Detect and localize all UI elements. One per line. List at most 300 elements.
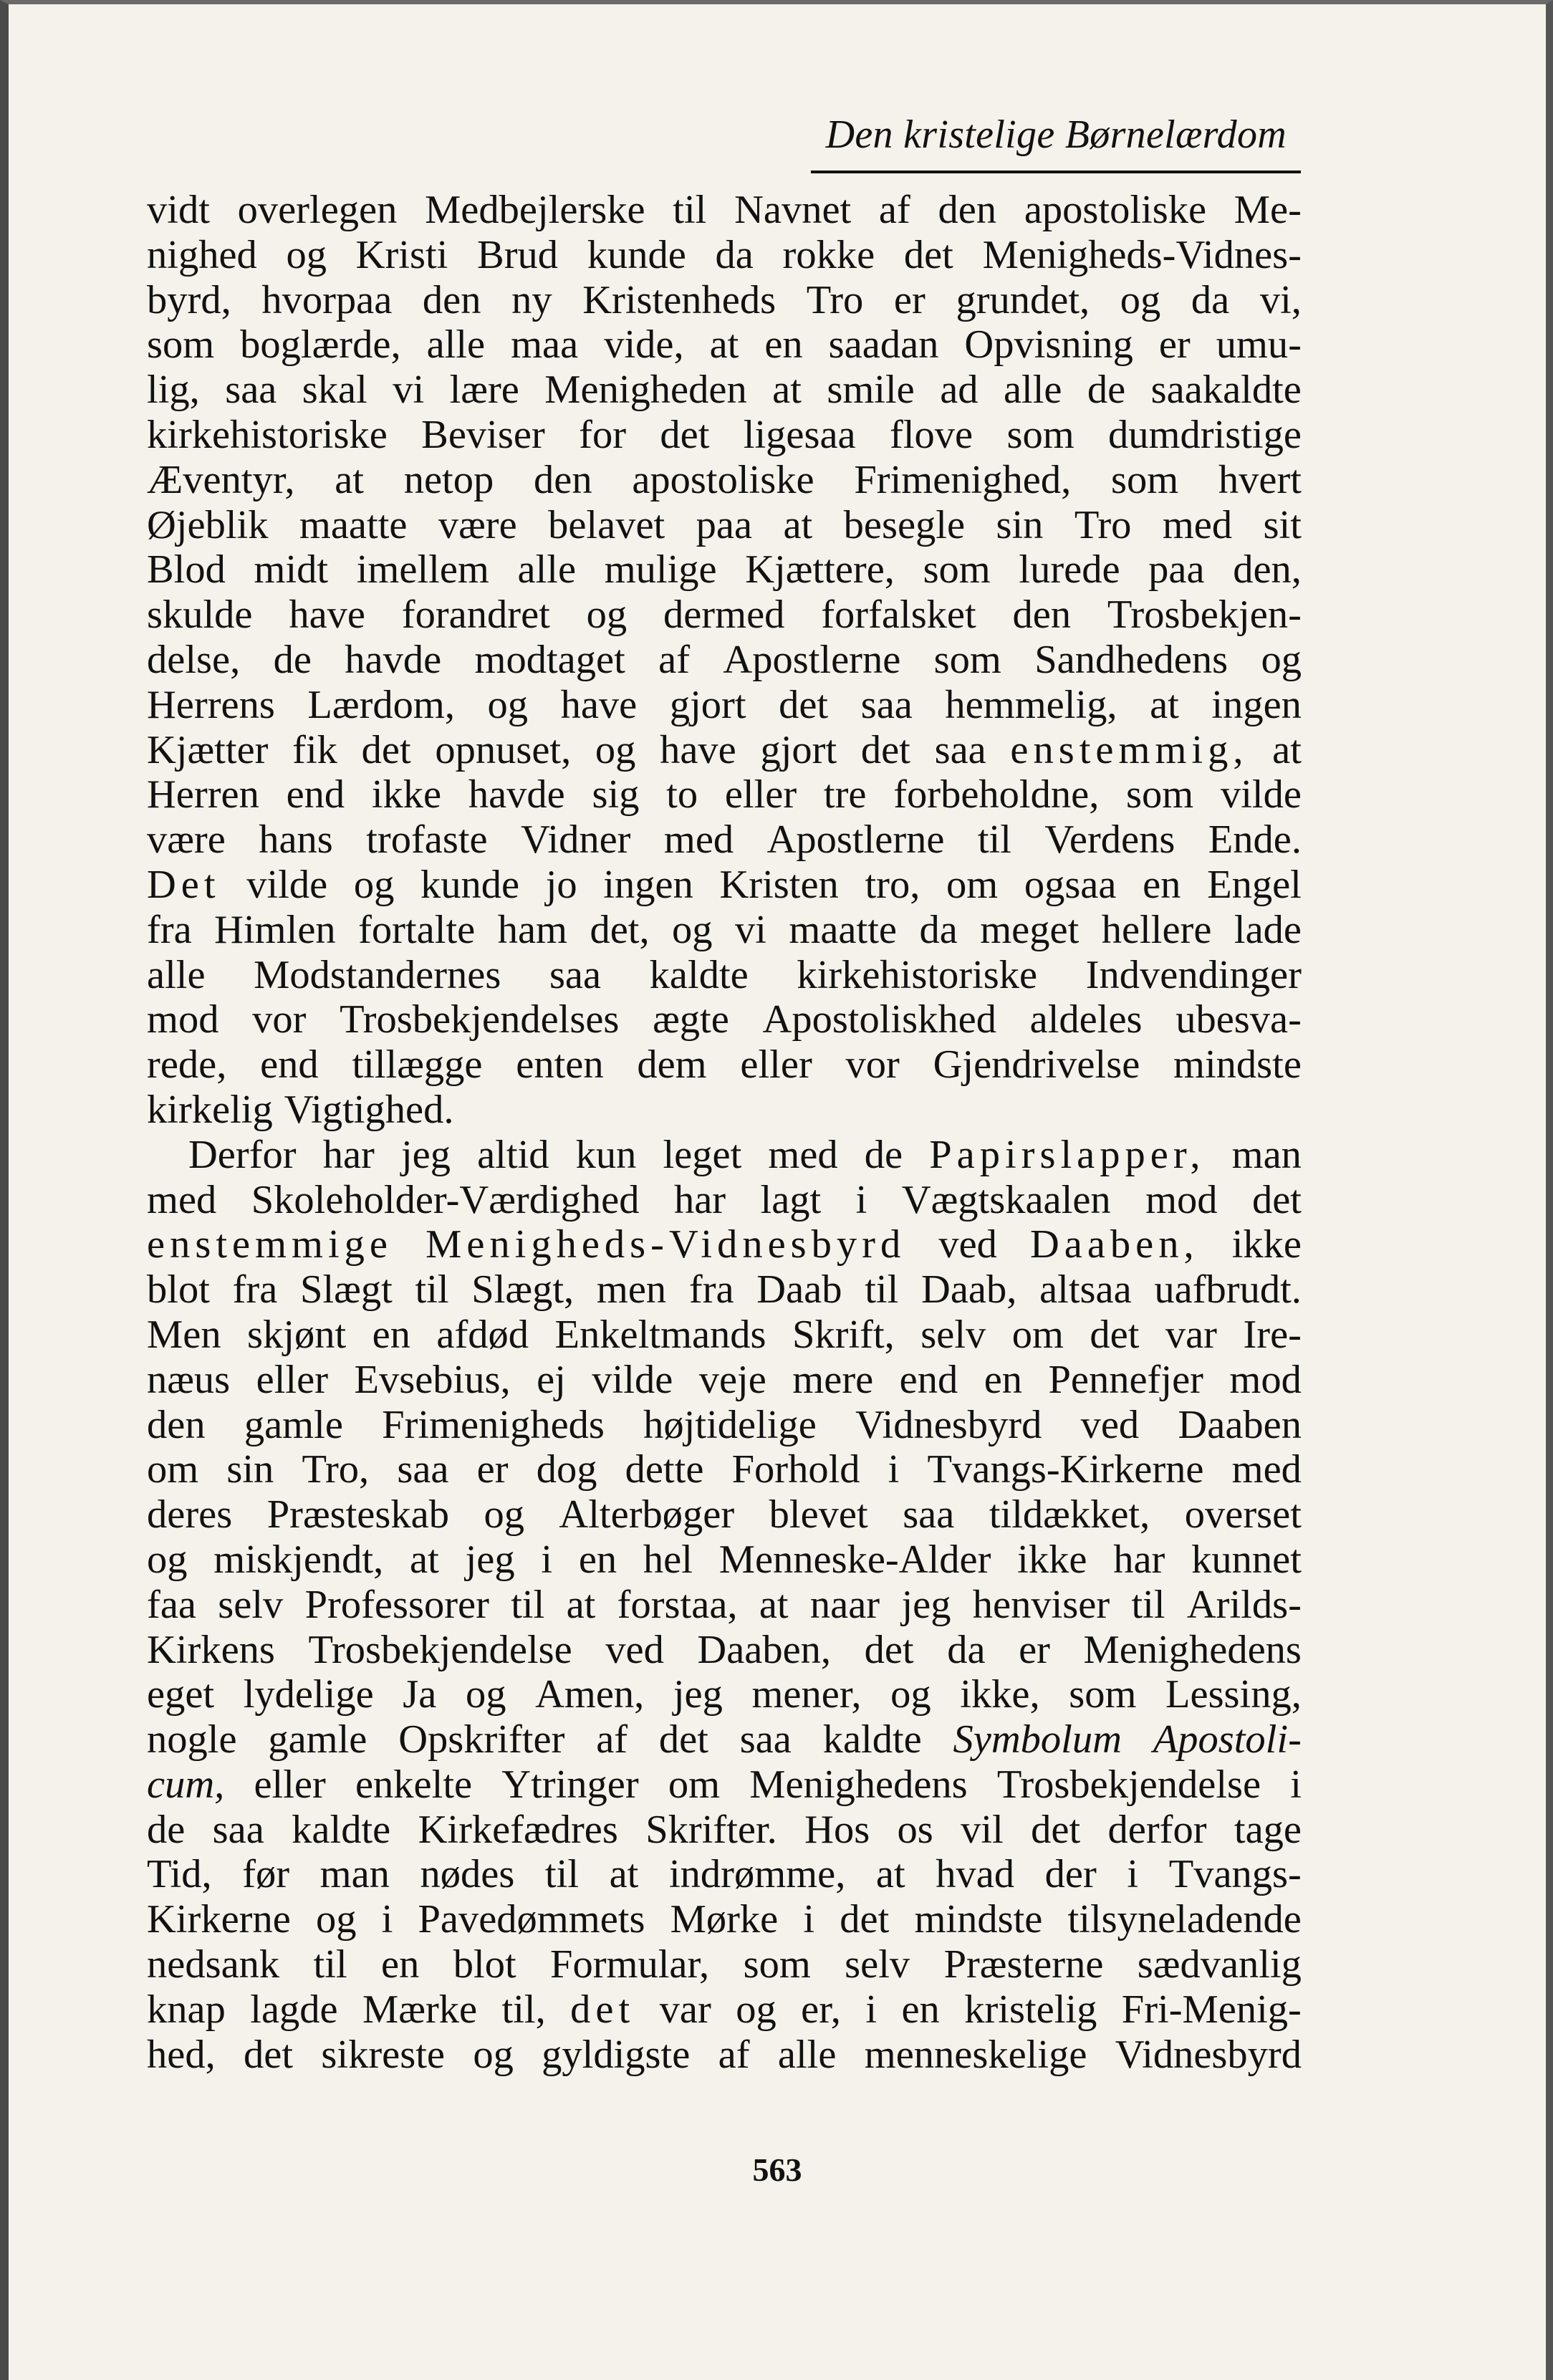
word: Medbejlerske (425, 188, 645, 232)
word: to (666, 772, 698, 817)
word: det (1090, 1312, 1140, 1357)
word: gamle (268, 1717, 367, 1762)
word: mener, (751, 1672, 862, 1717)
word: Opvisning (964, 322, 1133, 368)
word: de (273, 637, 312, 682)
word: til (977, 817, 1011, 863)
word: Trosbekjen- (1107, 592, 1302, 638)
word: saa (212, 1807, 264, 1852)
word: ved (938, 1222, 997, 1267)
word: havde (345, 637, 442, 682)
word: Lessing, (1165, 1672, 1302, 1717)
word: det (570, 1987, 635, 2032)
word: ved (605, 1627, 664, 1672)
word: ikke (1231, 1222, 1302, 1267)
word: ingen (1211, 682, 1302, 727)
word: altid (477, 1132, 549, 1177)
word: end (260, 1042, 319, 1088)
word: at (1150, 682, 1179, 727)
word: grundet, (956, 277, 1090, 322)
word: at (1272, 727, 1302, 772)
word: Det (147, 862, 221, 907)
word: sædvanlig (1137, 1942, 1302, 1987)
word: aldeles (1029, 997, 1143, 1042)
word: det (840, 1897, 890, 1942)
word: midt (254, 547, 329, 592)
text-line (147, 1987, 1302, 2033)
word: besegle (843, 502, 966, 547)
word: os (897, 1807, 933, 1852)
word: vi (735, 907, 766, 952)
word: enstemmig, (1010, 727, 1249, 772)
word: Præsterne (943, 1942, 1104, 1987)
text-line (147, 1133, 1302, 1178)
word: den (147, 1402, 206, 1447)
text-line (147, 188, 1302, 233)
word: Menigheds-Vidnes- (982, 232, 1302, 277)
word: Opskrifter (398, 1717, 565, 1762)
word: sit (1263, 502, 1302, 547)
word: opnuset, (435, 727, 572, 772)
word: Daaben, (697, 1627, 832, 1672)
word: Kirkens (147, 1627, 275, 1672)
word: Navnet (734, 188, 852, 232)
word: en (901, 1987, 940, 2032)
word: vor (845, 1042, 900, 1088)
word: apostoliske (1024, 188, 1207, 232)
word: faa (147, 1582, 196, 1627)
word: ny (511, 277, 552, 322)
word: vidt (147, 188, 210, 232)
word: end (899, 1357, 958, 1402)
word: i (1290, 1762, 1302, 1807)
word: byrd, (147, 277, 231, 322)
word: Daab, (921, 1267, 1017, 1313)
word: at (410, 1537, 439, 1582)
word: vilde (246, 862, 328, 907)
word: Kirkefædres (418, 1807, 618, 1852)
word: smile (827, 368, 915, 413)
word: dermed (663, 592, 785, 638)
word: og (487, 682, 529, 727)
word: cum, (147, 1762, 225, 1807)
text-line (147, 233, 1302, 278)
word: det (244, 2032, 294, 2077)
word: kaldte (822, 1717, 922, 1762)
word: mindste (1173, 1042, 1302, 1088)
word: saa (225, 368, 277, 413)
word: netop (403, 457, 494, 502)
word: til (511, 1582, 545, 1627)
word: maatte (299, 502, 408, 547)
word: Kristi (355, 232, 448, 277)
word: derfor (1107, 1807, 1207, 1852)
word: Amen, (535, 1672, 645, 1717)
word: da (1191, 277, 1230, 322)
text-line (147, 1672, 1302, 1717)
word: dog (536, 1447, 597, 1492)
word: apostoliske (632, 457, 814, 502)
word: Daaben, (1029, 1222, 1199, 1267)
word: til (313, 1942, 347, 1987)
word: kaldte (292, 1807, 391, 1852)
text-line (147, 1852, 1302, 1897)
word: som (147, 322, 215, 368)
word: til (673, 188, 707, 232)
word: vide, (604, 322, 684, 368)
word: forfalsket (821, 592, 976, 638)
word: en (984, 1357, 1023, 1402)
word: til, (501, 1987, 546, 2032)
word: og (315, 1897, 357, 1942)
word: ved (1080, 1402, 1140, 1447)
word: af (718, 2032, 750, 2077)
word: fra (232, 1267, 278, 1313)
word: Indvendinger (1085, 952, 1302, 997)
word: at (335, 457, 364, 502)
word: i (865, 1987, 878, 2032)
word: at (609, 1852, 639, 1897)
word: lagde (250, 1987, 338, 2032)
word: nighed (147, 232, 257, 277)
word: i (803, 1897, 815, 1942)
word: Beviser (421, 412, 545, 457)
word: Frimenighed, (854, 457, 1072, 502)
word: jeg (400, 1132, 451, 1177)
word: om (668, 1762, 721, 1807)
text-line (147, 728, 1302, 773)
word: og (473, 2032, 514, 2077)
word: som (743, 1942, 811, 1987)
word: lagt (760, 1177, 822, 1222)
word: Vidnesbyrd (1115, 2032, 1302, 2077)
text-line (147, 1628, 1302, 1673)
word: jeg (673, 1672, 723, 1717)
word: i (888, 1447, 900, 1492)
word: saa (739, 1717, 792, 1762)
word: Kjætter (147, 727, 269, 772)
word: saa (860, 682, 913, 727)
word: og (353, 862, 395, 907)
page-number: 563 (752, 2151, 802, 2188)
word: en (1143, 862, 1181, 907)
word: den (938, 188, 997, 232)
word: Tro, (302, 1447, 370, 1492)
word: maa (511, 322, 579, 368)
word: delse, (147, 637, 241, 682)
word: altsaa (1039, 1267, 1132, 1313)
word: umu- (1216, 322, 1302, 368)
word: forandret (401, 592, 550, 638)
text-line (147, 1942, 1302, 1987)
word: saakaldte (1150, 368, 1302, 413)
word: saa (549, 952, 602, 997)
word: før (242, 1852, 290, 1897)
word: tre (823, 772, 867, 817)
word: Arilds- (1186, 1582, 1302, 1627)
word: maatte (789, 907, 897, 952)
word: have (289, 592, 365, 638)
word: det (1031, 1807, 1081, 1852)
word: tro, (865, 862, 920, 907)
word: den (534, 457, 592, 502)
text-line (147, 1717, 1302, 1762)
word: mod (1145, 1177, 1218, 1222)
word: Evsebius, (354, 1357, 511, 1402)
word: tage (1234, 1807, 1302, 1852)
word: jeg (465, 1537, 515, 1582)
text-line (147, 1088, 1302, 1133)
word: saadan (828, 322, 939, 368)
word: skjønt (247, 1312, 347, 1357)
word: Herrens (147, 682, 275, 727)
word: miskjendt, (213, 1537, 384, 1582)
word: sikreste (321, 2032, 445, 2077)
word: det (860, 727, 910, 772)
text-line (147, 772, 1302, 817)
word: Øjeblik (147, 502, 269, 547)
word: belavet (548, 502, 665, 547)
word: rede, (147, 1042, 227, 1088)
word: men (596, 1267, 667, 1313)
word: dette (625, 1447, 704, 1492)
word: Tro (1074, 502, 1132, 547)
word: Tro (806, 277, 864, 322)
word: nødes (420, 1852, 515, 1897)
word: eller (256, 1357, 329, 1402)
word: den, (1233, 547, 1302, 592)
text-line (147, 1358, 1302, 1403)
word: da (715, 232, 754, 277)
word: og (1261, 637, 1302, 682)
word: være (147, 817, 226, 863)
word: naar (809, 1582, 880, 1627)
word: vilde (592, 1357, 673, 1402)
word: af (878, 188, 910, 232)
word: Men (147, 1312, 221, 1357)
word: Kristen (719, 862, 839, 907)
word: henviser (972, 1582, 1110, 1627)
text-line (147, 817, 1302, 863)
word: i (855, 1177, 867, 1222)
word: Tid, (147, 1852, 212, 1897)
word: vil (961, 1807, 1004, 1852)
text-line (147, 413, 1302, 458)
word: og (586, 592, 628, 638)
text-line (147, 908, 1302, 953)
word: den (422, 277, 481, 322)
word: Kristenheds (582, 277, 776, 322)
word: Modstandernes (254, 952, 501, 997)
word: modtaget (474, 637, 625, 682)
word: om (1011, 1312, 1064, 1357)
running-header: Den kristelige Børnelærdom (825, 112, 1287, 157)
word: Apostoli- (1153, 1717, 1302, 1762)
word: en (578, 1537, 617, 1582)
word: og (595, 727, 636, 772)
word: tildækket, (989, 1492, 1150, 1537)
word: mindste (914, 1897, 1043, 1942)
word: Lærdom, (307, 682, 455, 727)
word: skulde (147, 592, 253, 638)
word: Menneske-Alder (718, 1537, 991, 1582)
word: ikke, (960, 1672, 1040, 1717)
word: Skrift, (792, 1312, 895, 1357)
word: Vidner (521, 817, 631, 863)
word: Pennefjer (1048, 1357, 1203, 1402)
word: Kjættere, (745, 547, 895, 592)
word: kristelig (964, 1987, 1097, 2032)
word: paa (1148, 547, 1205, 592)
word: lurede (1019, 547, 1120, 592)
word: Slægt, (471, 1267, 574, 1313)
word: er (1158, 322, 1191, 368)
word: fra (147, 907, 192, 952)
word: Vægtskaalen (901, 1177, 1111, 1222)
word: menneskelige (864, 2032, 1087, 2077)
word: hvert (1218, 457, 1302, 502)
word: eget (147, 1672, 215, 1717)
word: vi (393, 368, 425, 413)
word: næus (147, 1357, 231, 1402)
word: som (1126, 772, 1194, 817)
word: kunde (587, 232, 686, 277)
text-line (147, 1492, 1302, 1537)
text-line (147, 547, 1302, 592)
word: fortalte (358, 907, 476, 952)
word: hvorpaa (261, 277, 393, 322)
word: i (541, 1537, 553, 1582)
word: man (319, 1852, 390, 1897)
word: og (736, 1987, 776, 2032)
text-line (147, 1267, 1302, 1313)
word: flove (890, 412, 973, 457)
word: selv (845, 1942, 910, 1987)
word: var (1165, 1312, 1218, 1357)
word: Ja (403, 1672, 437, 1717)
word: overlegen (237, 188, 398, 232)
word: da (947, 1627, 986, 1672)
word: er (476, 1447, 509, 1492)
word: lære (449, 368, 519, 413)
word: har (322, 1132, 375, 1177)
word: eller (740, 1042, 812, 1088)
word: Ytringer (501, 1762, 639, 1807)
word: ubesva- (1175, 997, 1302, 1042)
word: Æventyr, (147, 457, 295, 502)
word: Symbolum (953, 1717, 1122, 1762)
word: skal (302, 368, 367, 413)
word: sin (226, 1447, 274, 1492)
text-line (147, 1403, 1302, 1448)
word: kunde (420, 862, 520, 907)
word: paa (696, 502, 753, 547)
word: at (566, 1582, 596, 1627)
word: ogsaa (1024, 862, 1117, 907)
word: dumdristige (1108, 412, 1302, 457)
word: alle (1003, 368, 1062, 413)
word: selv (218, 1582, 284, 1627)
word: indrømme, (668, 1852, 846, 1897)
word: da (919, 907, 958, 952)
word: boglærde, (240, 322, 401, 368)
word: blot (147, 1267, 210, 1313)
text-line (147, 1897, 1302, 1942)
word: nedsank (147, 1942, 280, 1987)
word: hel (643, 1537, 693, 1582)
word: en (372, 1312, 410, 1357)
word: Ende. (1208, 817, 1302, 863)
word: ikke (371, 772, 442, 817)
word: Skrifter. (645, 1807, 777, 1852)
word: kunnet (1191, 1537, 1302, 1582)
word: om (946, 862, 999, 907)
word: enstemmige (147, 1222, 393, 1267)
word: lig, (147, 368, 200, 413)
word: Sandhedens (1034, 637, 1229, 682)
word: Formular, (550, 1942, 710, 1987)
word: og (484, 1492, 524, 1537)
word: det (361, 727, 411, 772)
word: Kirkerne (147, 1897, 291, 1942)
word: fra (688, 1267, 734, 1313)
word: Professorer (304, 1582, 489, 1627)
word: har (1113, 1537, 1165, 1582)
text-line (147, 1583, 1302, 1628)
word: en (381, 1942, 420, 1987)
word: gjort (669, 682, 746, 727)
word: Menigheds-Vidnesbyrd (425, 1222, 906, 1267)
word: uafbrudt. (1154, 1267, 1302, 1313)
word: og (890, 1672, 931, 1717)
word: Trosbekjendelse (996, 1762, 1261, 1807)
word: have (660, 727, 736, 772)
text-line (147, 1447, 1302, 1492)
text-line (147, 997, 1302, 1042)
word: at (759, 1582, 789, 1627)
word: hemmelig, (945, 682, 1117, 727)
word: sig (592, 772, 640, 817)
word: deres (147, 1492, 233, 1537)
word: Blod (147, 547, 226, 592)
word: Tvangs-Kirkerne (927, 1447, 1204, 1492)
word: Me- (1234, 188, 1302, 232)
word: med (1231, 1447, 1302, 1492)
word: alle (777, 2032, 837, 2077)
word: med (1162, 502, 1233, 547)
word: til (415, 1267, 449, 1313)
word: alle (147, 952, 206, 997)
word: var (659, 1987, 711, 2032)
word: imellem (356, 547, 489, 592)
word: Apostoliskhed (762, 997, 996, 1042)
word: enkelte (355, 1762, 473, 1807)
word: lade (1234, 907, 1302, 952)
body-text (147, 188, 1302, 2077)
word: det (1251, 1177, 1302, 1222)
word: Apostlerne (723, 637, 901, 682)
word: veje (698, 1357, 766, 1402)
word: kaldte (649, 952, 749, 997)
word: det (660, 412, 710, 457)
word: Menigheden (544, 368, 747, 413)
word: den (1012, 592, 1072, 638)
word: alle (517, 547, 577, 592)
word: enten (516, 1042, 604, 1088)
word: med (663, 817, 734, 863)
word: rokke (782, 232, 875, 277)
word: vi, (1259, 277, 1302, 322)
